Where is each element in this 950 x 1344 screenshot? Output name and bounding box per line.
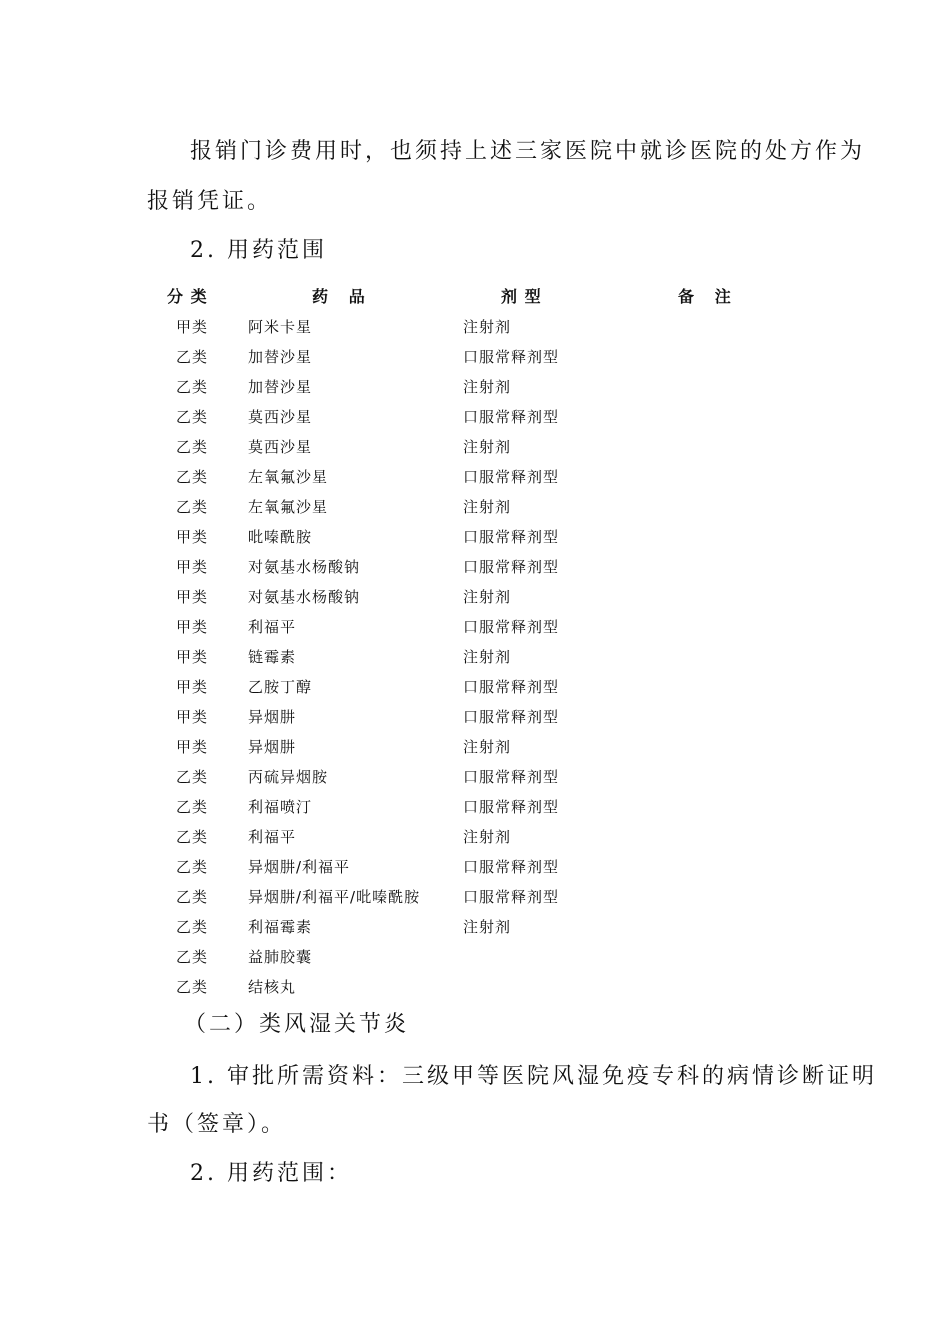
- row-drug: 异烟肼: [248, 708, 297, 726]
- row-drug: 莫西沙星: [248, 438, 313, 456]
- row-category: 乙类: [176, 348, 209, 366]
- row-category: 乙类: [176, 888, 209, 906]
- row-category: 乙类: [176, 378, 209, 396]
- row-drug: 对氨基水杨酸钠: [248, 588, 361, 606]
- row-form: 口服常释剂型: [463, 618, 560, 636]
- intro-paragraph-line-2: 报销凭证。: [147, 189, 273, 214]
- row-form: 注射剂: [463, 648, 512, 666]
- row-category: 乙类: [176, 768, 209, 786]
- table-row: [0, 376, 950, 406]
- section-heading-drug-scope: 2. 用药范围: [190, 238, 327, 263]
- row-category: 乙类: [176, 798, 209, 816]
- table-row: [0, 916, 950, 946]
- row-category: 甲类: [176, 588, 209, 606]
- row-drug: 对氨基水杨酸钠: [248, 558, 361, 576]
- row-form: 口服常释剂型: [463, 528, 560, 546]
- row-form: 注射剂: [463, 378, 512, 396]
- table-row: [0, 496, 950, 526]
- table-row: [0, 586, 950, 616]
- row-category: 乙类: [176, 858, 209, 876]
- row-form: 注射剂: [463, 438, 512, 456]
- row-drug: 利福平: [248, 618, 297, 636]
- row-category: 甲类: [176, 678, 209, 696]
- table-row: [0, 646, 950, 676]
- approval-paragraph-line-2: 书（签章）。: [147, 1112, 287, 1137]
- row-category: 甲类: [176, 558, 209, 576]
- table-row: [0, 676, 950, 706]
- row-drug: 加替沙星: [248, 378, 313, 396]
- drug-table-body: [0, 316, 950, 1006]
- table-row: [0, 436, 950, 466]
- section-heading-drug-scope-2: 2. 用药范围：: [190, 1161, 352, 1186]
- row-category: 乙类: [176, 828, 209, 846]
- row-form: 口服常释剂型: [463, 708, 560, 726]
- table-row: [0, 466, 950, 496]
- row-drug: 乙胺丁醇: [248, 678, 313, 696]
- table-row: [0, 346, 950, 376]
- row-category: 乙类: [176, 918, 209, 936]
- row-drug: 异烟肼/利福平/吡嗪酰胺: [248, 888, 421, 906]
- row-form: 注射剂: [463, 318, 512, 336]
- row-category: 甲类: [176, 738, 209, 756]
- table-row: [0, 406, 950, 436]
- row-form: 注射剂: [463, 498, 512, 516]
- row-form: 口服常释剂型: [463, 678, 560, 696]
- table-row: [0, 826, 950, 856]
- header-form: 剂 型: [501, 287, 542, 306]
- row-form: 注射剂: [463, 738, 512, 756]
- row-form: 注射剂: [463, 588, 512, 606]
- row-drug: 加替沙星: [248, 348, 313, 366]
- row-drug: 莫西沙星: [248, 408, 313, 426]
- row-category: 乙类: [176, 498, 209, 516]
- table-row: [0, 886, 950, 916]
- table-row: [0, 856, 950, 886]
- row-category: 乙类: [176, 438, 209, 456]
- approval-paragraph-line-1: 1. 审批所需资料：三级甲等医院风湿免疫专科的病情诊断证明: [190, 1064, 877, 1089]
- row-category: 乙类: [176, 408, 209, 426]
- row-form: 口服常释剂型: [463, 408, 560, 426]
- row-drug: 利福平: [248, 828, 297, 846]
- table-row: [0, 706, 950, 736]
- row-form: 口服常释剂型: [463, 798, 560, 816]
- row-drug: 左氧氟沙星: [248, 468, 329, 486]
- row-drug: 阿米卡星: [248, 318, 313, 336]
- row-form: 口服常释剂型: [463, 468, 560, 486]
- row-form: 口服常释剂型: [463, 858, 560, 876]
- row-form: 口服常释剂型: [463, 558, 560, 576]
- row-category: 乙类: [176, 468, 209, 486]
- section-heading-rheumatoid-arthritis: （二）类风湿关节炎: [184, 1012, 410, 1037]
- row-form: 注射剂: [463, 918, 512, 936]
- row-drug: 利福喷汀: [248, 798, 313, 816]
- row-drug: 左氧氟沙星: [248, 498, 329, 516]
- row-category: 甲类: [176, 648, 209, 666]
- row-category: 乙类: [176, 978, 209, 996]
- row-drug: 吡嗪酰胺: [248, 528, 313, 546]
- row-category: 甲类: [176, 318, 209, 336]
- row-drug: 利福霉素: [248, 918, 313, 936]
- table-row: [0, 616, 950, 646]
- drug-table-header: [0, 284, 950, 306]
- table-row: [0, 556, 950, 586]
- row-drug: 益肺胶囊: [248, 948, 313, 966]
- row-drug: 异烟肼/利福平: [248, 858, 351, 876]
- row-form: 口服常释剂型: [463, 888, 560, 906]
- header-note: 备 注: [678, 287, 732, 306]
- row-category: 甲类: [176, 708, 209, 726]
- table-row: [0, 796, 950, 826]
- intro-paragraph-line-1: 报销门诊费用时，也须持上述三家医院中就诊医院的处方作为: [190, 139, 866, 164]
- row-category: 乙类: [176, 948, 209, 966]
- row-form: 口服常释剂型: [463, 768, 560, 786]
- header-drug: 药 品: [312, 287, 366, 306]
- row-form: 口服常释剂型: [463, 348, 560, 366]
- table-row: [0, 316, 950, 346]
- table-row: [0, 976, 950, 1006]
- row-category: 甲类: [176, 528, 209, 546]
- header-category: 分 类: [167, 287, 208, 306]
- table-row: [0, 736, 950, 766]
- row-drug: 结核丸: [248, 978, 297, 996]
- table-row: [0, 526, 950, 556]
- row-category: 甲类: [176, 618, 209, 636]
- row-form: 注射剂: [463, 828, 512, 846]
- row-drug: 异烟肼: [248, 738, 297, 756]
- table-row: [0, 946, 950, 976]
- row-drug: 链霉素: [248, 648, 297, 666]
- row-drug: 丙硫异烟胺: [248, 768, 329, 786]
- table-row: [0, 766, 950, 796]
